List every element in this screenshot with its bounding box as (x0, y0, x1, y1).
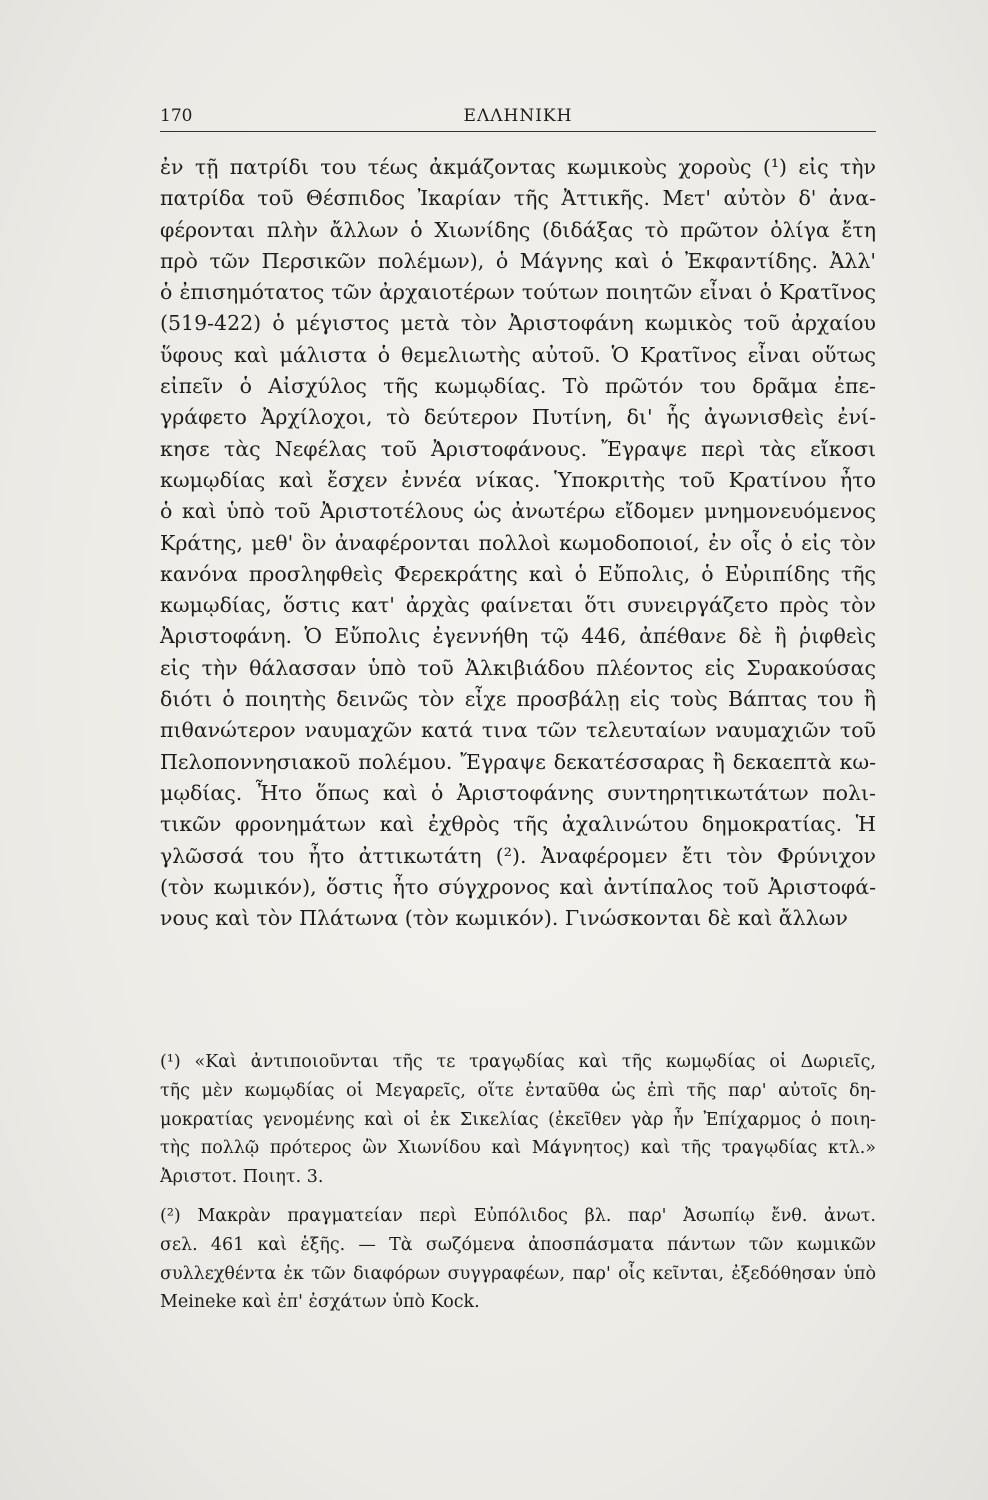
text-line: ὕφους καὶ μάλιστα ὁ θεμελιωτὴς αὐτοῦ. Ὁ Κρατῖνος εἶναι οὕτως (160, 342, 876, 367)
text-line: Πελοποννησιακοῦ πολέμου. Ἔγραψε δεκατέσσαρας ἢ δεκαεπτὰ κω- (160, 749, 876, 774)
footnote-line: (¹) «Καὶ ἀντιποιοῦνται τῆς τε τραγῳδίας καὶ τῆς κωμῳδίας οἱ Δωριεῖς, (160, 1052, 876, 1072)
text-line: κησε τὰς Νεφέλας τοῦ Ἀριστοφάνους. Ἔγραψε περὶ τὰς εἴκοσι (160, 436, 876, 461)
footnote-1 (160, 1048, 876, 1192)
text-line: ὁ καὶ ὑπὸ τοῦ Ἀριστοτέλους ὡς ἀνωτέρω εἴδομεν μνημονευόμενος (160, 499, 876, 524)
text-line: (519-422) ὁ μέγιστος μετὰ τὸν Ἀριστοφάνη κωμικὸς τοῦ ἀρχαίου (160, 311, 876, 336)
footnote-line: (²) Μακρὰν πραγματείαν περὶ Εὐπόλιδος βλ. παρ' Ἀσωπίῳ ἔνθ. ἀνωτ. (160, 1205, 876, 1226)
text-line: πατρίδα τοῦ Θέσπιδος Ἰκαρίαν τῆς Ἀττικῆς. Μετ' αὐτὸν δ' ἀνα- (160, 186, 876, 211)
text-line: γράφετο Ἀρχίλοχοι, τὸ δεύτερον Πυτίνη, δι' ἧς ἀγωνισθεὶς ἐνί- (160, 405, 876, 430)
running-title: ΕΛΛΗΝΙΚΗ (463, 106, 573, 126)
footnote-line: τῆς μὲν κωμῳδίας οἱ Μεγαρεῖς, οἵτε ἐνταῦθα ὡς ἐπὶ τῆς παρ' αὐτοῖς δη- (160, 1080, 876, 1101)
page-number: 170 (160, 106, 193, 126)
text-line: κωμῳδίας, ὅστις κατ' ἀρχὰς φαίνεται ὅτι συνειργάζετο πρὸς τὸν (160, 593, 876, 618)
text-line: ὁ ἐπισημότατος τῶν ἀρχαιοτέρων τούτων ποιητῶν εἶναι ὁ Κρατῖνος (160, 280, 876, 305)
text-line: εἰπεῖν ὁ Αἰσχύλος τῆς κωμῳδίας. Τὸ πρῶτόν του δρᾶμα ἐπε- (160, 374, 876, 399)
text-line: πιθανώτερον ναυμαχῶν κατά τινα τῶν τελευταίων ναυμαχιῶν τοῦ (160, 718, 876, 743)
text-line: μῳδίας. Ἦτο ὅπως καὶ ὁ Ἀριστοφάνης συντηρητικωτάτων πολι- (160, 780, 876, 805)
footnote-line: μοκρατίας γενομένης καὶ οἱ ἐκ Σικελίας (ἐκεῖθεν γὰρ ἦν Ἐπίχαρμος ὁ ποιη- (160, 1109, 876, 1130)
text-line: διότι ὁ ποιητὴς δεινῶς τὸν εἶχε προσβάλῃ εἰς τοὺς Βάπτας του ἢ (160, 687, 876, 712)
footnote-line: Meineke καὶ ἐπ' ἐσχάτων ὑπὸ Kock. (160, 1292, 480, 1313)
footnote-line: σελ. 461 καὶ ἑξῆς. — Τὰ σωζόμενα ἀποσπάσματα πάντων τῶν κωμικῶν (160, 1234, 876, 1255)
text-line: τικῶν φρονημάτων καὶ ἐχθρὸς τῆς ἀχαλινώτου δημοκρατίας. Ἡ (160, 812, 876, 837)
text-line: φέρονται πλὴν ἄλλων ὁ Χιωνίδης (διδάξας τὸ πρῶτον ὀλίγα ἔτη (160, 217, 876, 242)
text-line: νους καὶ τὸν Πλάτωνα (τὸν κωμικόν). Γινώσκονται δὲ καὶ ἄλλων (160, 906, 848, 931)
page-header (160, 106, 876, 132)
footnote-line: συλλεχθέντα ἐκ τῶν διαφόρων συγγραφέων, παρ' οἷς κεῖνται, ἐξεδόθησαν ὑπὸ (160, 1263, 876, 1284)
text-line: γλῶσσά του ἦτο ἀττικωτάτη (²). Ἀναφέρομεν ἔτι τὸν Φρύνιχον (160, 843, 876, 868)
text-line: εἰς τὴν θάλασσαν ὑπὸ τοῦ Ἀλκιβιάδου πλέοντος εἰς Συρακούσας (160, 655, 876, 680)
footnote-line: τὴς πολλῷ πρότερος ὢν Χιωνίδου καὶ Μάγνητος) καὶ τῆς τραγῳδίας κτλ.» (160, 1138, 876, 1159)
footnote-line: Ἀριστοτ. Ποιητ. 3. (160, 1167, 324, 1188)
text-line: Κράτης, μεθ' ὃν ἀναφέρονται πολλοὶ κωμοδοποιοί, ἐν οἷς ὁ εἰς τὸν (160, 530, 876, 555)
text-line: Ἀριστοφάνη. Ὁ Εὔπολις ἐγεννήθη τῷ 446, ἀπέθανε δὲ ἢ ῥιφθεὶς (160, 624, 876, 649)
footnote-2 (160, 1202, 876, 1317)
header-rule (160, 131, 876, 132)
main-text (160, 152, 876, 934)
text-line: κωμῳδίας καὶ ἔσχεν ἐννέα νίκας. Ὑποκριτὴς τοῦ Κρατίνου ἦτο (160, 467, 876, 492)
text-line: ἐν τῇ πατρίδι του τέως ἀκμάζοντας κωμικοὺς χοροὺς (¹) εἰς τὴν (160, 155, 876, 179)
text-line: κανόνα προσληφθεὶς Φερεκράτης καὶ ὁ Εὔπολις, ὁ Εὐριπίδης τῆς (160, 561, 876, 586)
text-line: πρὸ τῶν Περσικῶν πολέμων), ὁ Μάγνης καὶ ὁ Ἐκφαντίδης. Ἀλλ' (160, 248, 876, 273)
footnotes (160, 1048, 876, 1317)
text-line: (τὸν κωμικόν), ὅστις ἦτο σύγχρονος καὶ ἀντίπαλος τοῦ Ἀριστοφά- (160, 874, 876, 899)
